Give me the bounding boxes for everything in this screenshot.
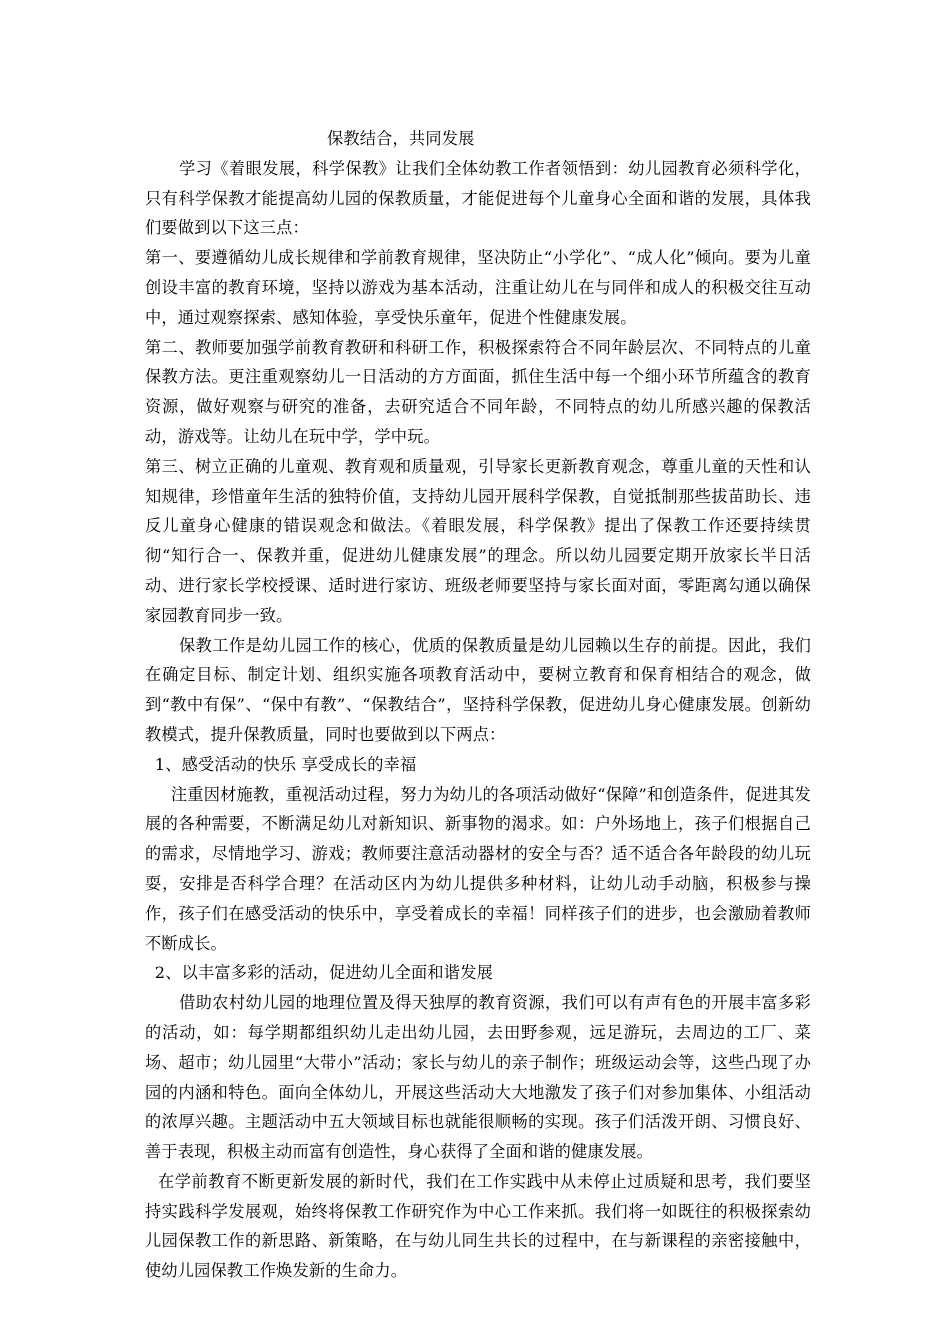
paragraph-intro: 学习《着眼发展，科学保教》让我们全体幼教工作者领悟到：幼儿园教育必须科学化，只有科学保教才能提高幼儿园的保教质量，才能促进每个儿童身心全面和谐的发展，具体我们要做到以下这三点： bbox=[145, 158, 811, 238]
section-heading-2: 2、以丰富多彩的活动，促进幼儿全面和谐发展 bbox=[154, 963, 493, 983]
paragraph-core: 保教工作是幼儿园工作的核心，优质的保教质量是幼儿园赖以生存的前提。因此，我们在确定目标、制定计划、组织实施各项教育活动中，要树立教育和保育相结合的观念，做到“教中有保”、“保中有教”、“保教结合”，坚持科学保教，促进幼儿身心健康发展。创新幼教模式，提升保教质量，同时也要做到以下两点： bbox=[145, 635, 811, 744]
document-body bbox=[145, 124, 811, 1286]
document-title: 保教结合，共同发展 bbox=[327, 129, 475, 148]
paragraph-point-2: 第二、教师要加强学前教育教研和科研工作，积极探索符合不同年龄层次、不同特点的儿童保教方法。更注重观察幼儿一日活动的方方面面，抓住生活中每一个细小环节所蕴含的教育资源，做好观察与研究的准备，去研究适合不同年龄，不同特点的幼儿所感兴趣的保教活动，游戏等。让幼儿在玩中学，学中玩。 bbox=[145, 337, 811, 446]
paragraph-conclusion: 在学前教育不断更新发展的新时代，我们在工作实践中从未停止过质疑和思考，我们要坚持实践科学发展观，始终将保教工作研究作为中心工作来抓。我们将一如既往的积极探索幼儿园保教工作的新思路、新策略，在与幼儿同生共长的过程中，在与新课程的亲密接触中，使幼儿园保教工作焕发新的生命力。 bbox=[145, 1171, 811, 1281]
paragraph-section-2: 借助农村幼儿园的地理位置及得天独厚的教育资源，我们可以有声有色的开展丰富多彩的活动，如：每学期都组织幼儿走出幼儿园，去田野参观，远足游玩，去周边的工厂、菜场、超市；幼儿园里“大带小”活动；家长与幼儿的亲子制作；班级运动会等，这些凸现了办园的内涵和特色。面向全体幼儿，开展这些活动大大地激发了孩子们对参加集体、小组活动的浓厚兴趣。主题活动中五大领域目标也就能很顺畅的实现。孩子们活泼开朗、习惯良好、善于表现，积极主动而富有创造性，身心获得了全面和谐的健康发展。 bbox=[145, 993, 811, 1162]
paragraph-point-3: 第三、树立正确的儿童观、教育观和质量观，引导家长更新教育观念，尊重儿童的天性和认知规律，珍惜童年生活的独特价值，支持幼儿园开展科学保教，自觉抵制那些拔苗助长、违反儿童身心健康的错误观念和做法。《着眼发展，科学保教》提出了保教工作还要持续贯彻“知行合一、保教并重，促进幼儿健康发展”的理念。所以幼儿园要定期开放家长半日活动、进行家长学校授课、适时进行家访、班级老师要坚持与家长面对面，零距离勾通以确保家园教育同步一致。 bbox=[145, 456, 811, 625]
paragraph-section-1: 注重因材施教，重视活动过程，努力为幼儿的各项活动做好“保障”和创造条件，促进其发展的各种需要，不断满足幼儿对新知识、新事物的渴求。如：户外场地上，孩子们根据自己的需求，尽情地学习、游戏；教师要注意活动器材的安全与否？适不适合各年龄段的幼儿玩耍，安排是否科学合理？在活动区内为幼儿提供多种材料，让幼儿动手动脑，积极参与操作，孩子们在感受活动的快乐中，享受着成长的幸福！同样孩子们的进步，也会激励着教师不断成长。 bbox=[145, 784, 811, 953]
section-heading-1: 1、感受活动的快乐 享受成长的幸福 bbox=[154, 754, 417, 774]
paragraph-point-1: 第一、要遵循幼儿成长规律和学前教育规律，坚决防止“小学化”、“成人化”倾向。要为儿童创设丰富的教育环境，坚持以游戏为基本活动，注重让幼儿在与同伴和成人的积极交往互动中，通过观察探索、感知体验，享受快乐童年，促进个性健康发展。 bbox=[145, 248, 811, 327]
